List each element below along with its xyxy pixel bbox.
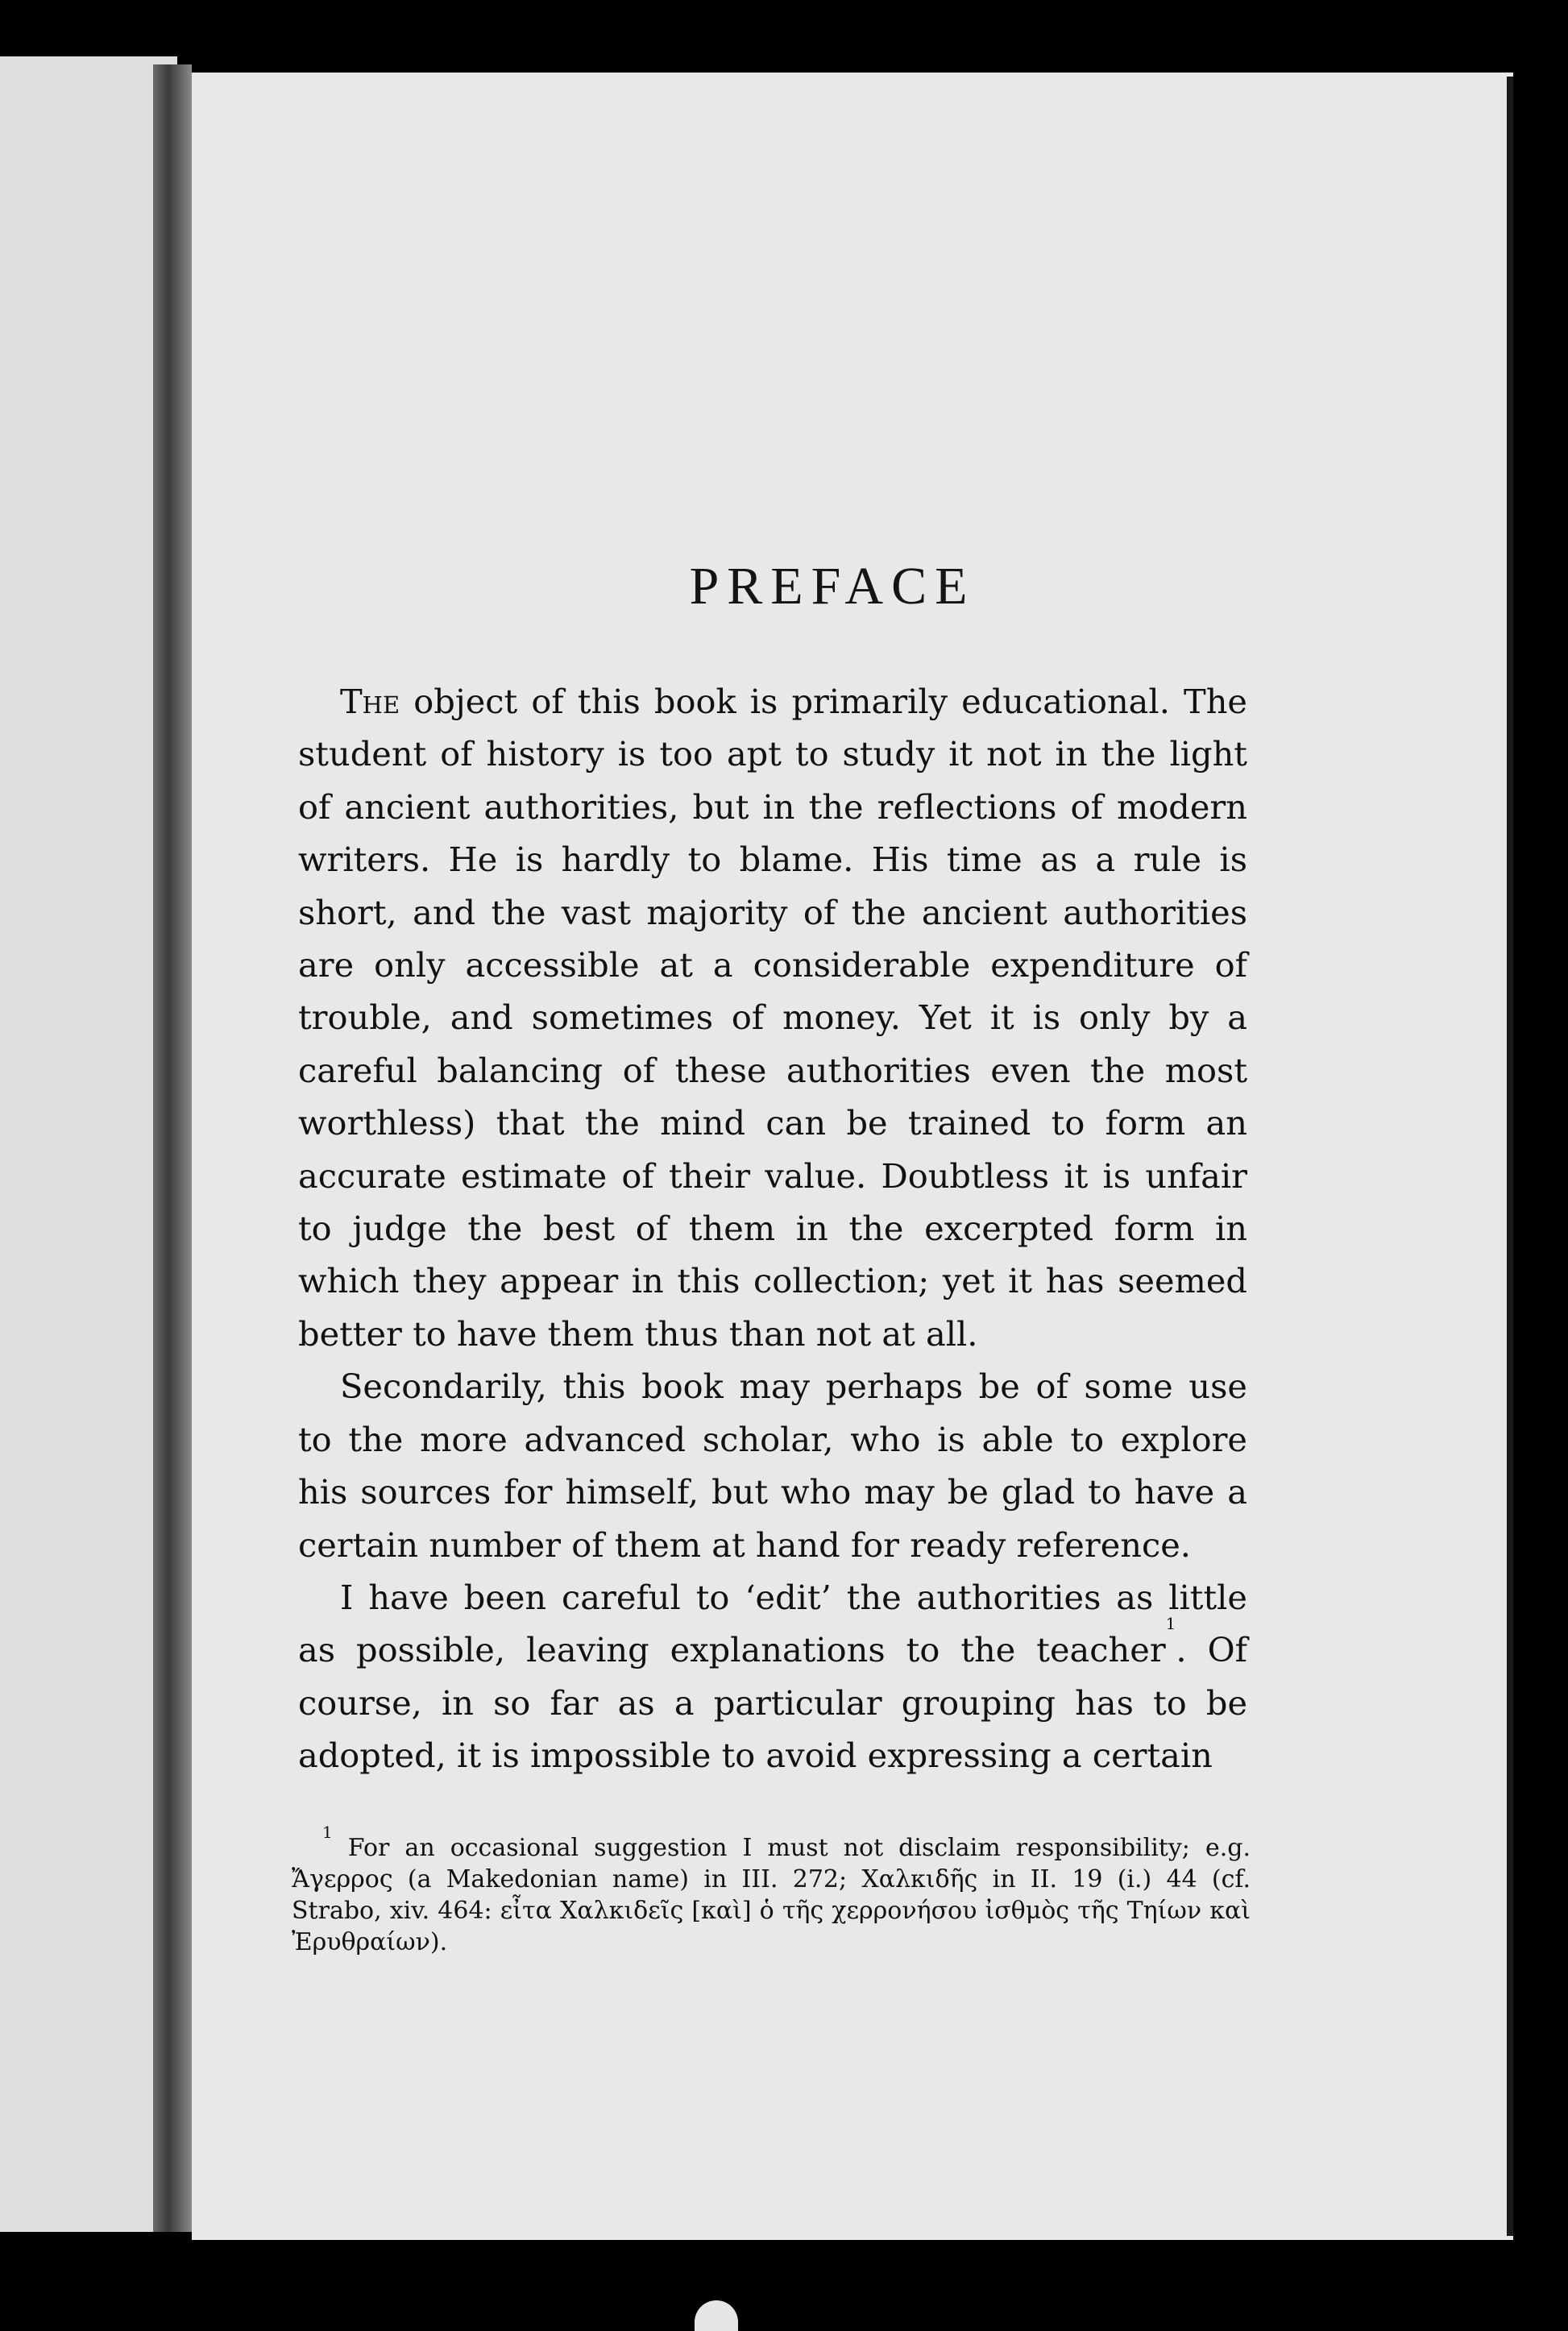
paragraph-text-continued: . Of course, in so far as a particular grouping has to be adopted, it is impossible to avoid expressing a certain [298, 1630, 1247, 1776]
footnote-text: For an occasional suggestion I must not disclaim responsibility; e.g. Ἄγερρος (a Makedonian name) in III. 272; Χαλκιδῆς in II. 19 (i.) 44 (cf. Strabo, xiv. 464: εἶτα Χαλκιδεῖς [καὶ] ὁ τῆς χερρονήσου ἰσθμὸς τῆς Τηίων καὶ Ἐρυθραίων). [292, 1834, 1251, 1956]
page-title: PREFACE [689, 557, 976, 616]
facing-page-edge [0, 56, 177, 2232]
book-gutter [153, 64, 192, 2232]
paragraph-lead-word: The [340, 682, 400, 721]
footnote-marker: 1 [322, 1823, 333, 1842]
paragraph-text: I have been careful to ‘edit’ the authorities as little as possible, leaving explanations to the teacher [298, 1577, 1247, 1670]
page-right-edge [1507, 77, 1513, 2236]
paragraph-text: object of this book is primarily educational. The student of history is too apt to study it not in the light of ancient authorities, but in the reflections of modern writers. He is hardly to blame. His time as a rule is short, and the vast majority of the ancient authorities are only accessible at a considerable expenditure of trouble, and sometimes of money. Yet it is only by a careful balancing of these authorities even the most worthless) that the mind can be trained to form an accurate estimate of their value. Doubtless it is unfair to judge the best of them in the excerpted form in which they appear in this collection; yet it has seemed better to have them thus than not at all. [298, 682, 1247, 1354]
paragraph-3 [298, 1571, 1247, 1782]
preface-body [298, 675, 1247, 1782]
paragraph-1 [298, 675, 1247, 1360]
footnotes [292, 1823, 1251, 1958]
footnote [292, 1823, 1251, 1958]
paragraph-2 [298, 1360, 1247, 1571]
footnote-reference: 1 [1165, 1614, 1176, 1634]
paragraph-text: Secondarily, this book may perhaps be of some use to the more advanced scholar, who is able to explore his sources for himself, but who may be glad to have a certain number of them at hand for ready reference. [298, 1367, 1247, 1565]
